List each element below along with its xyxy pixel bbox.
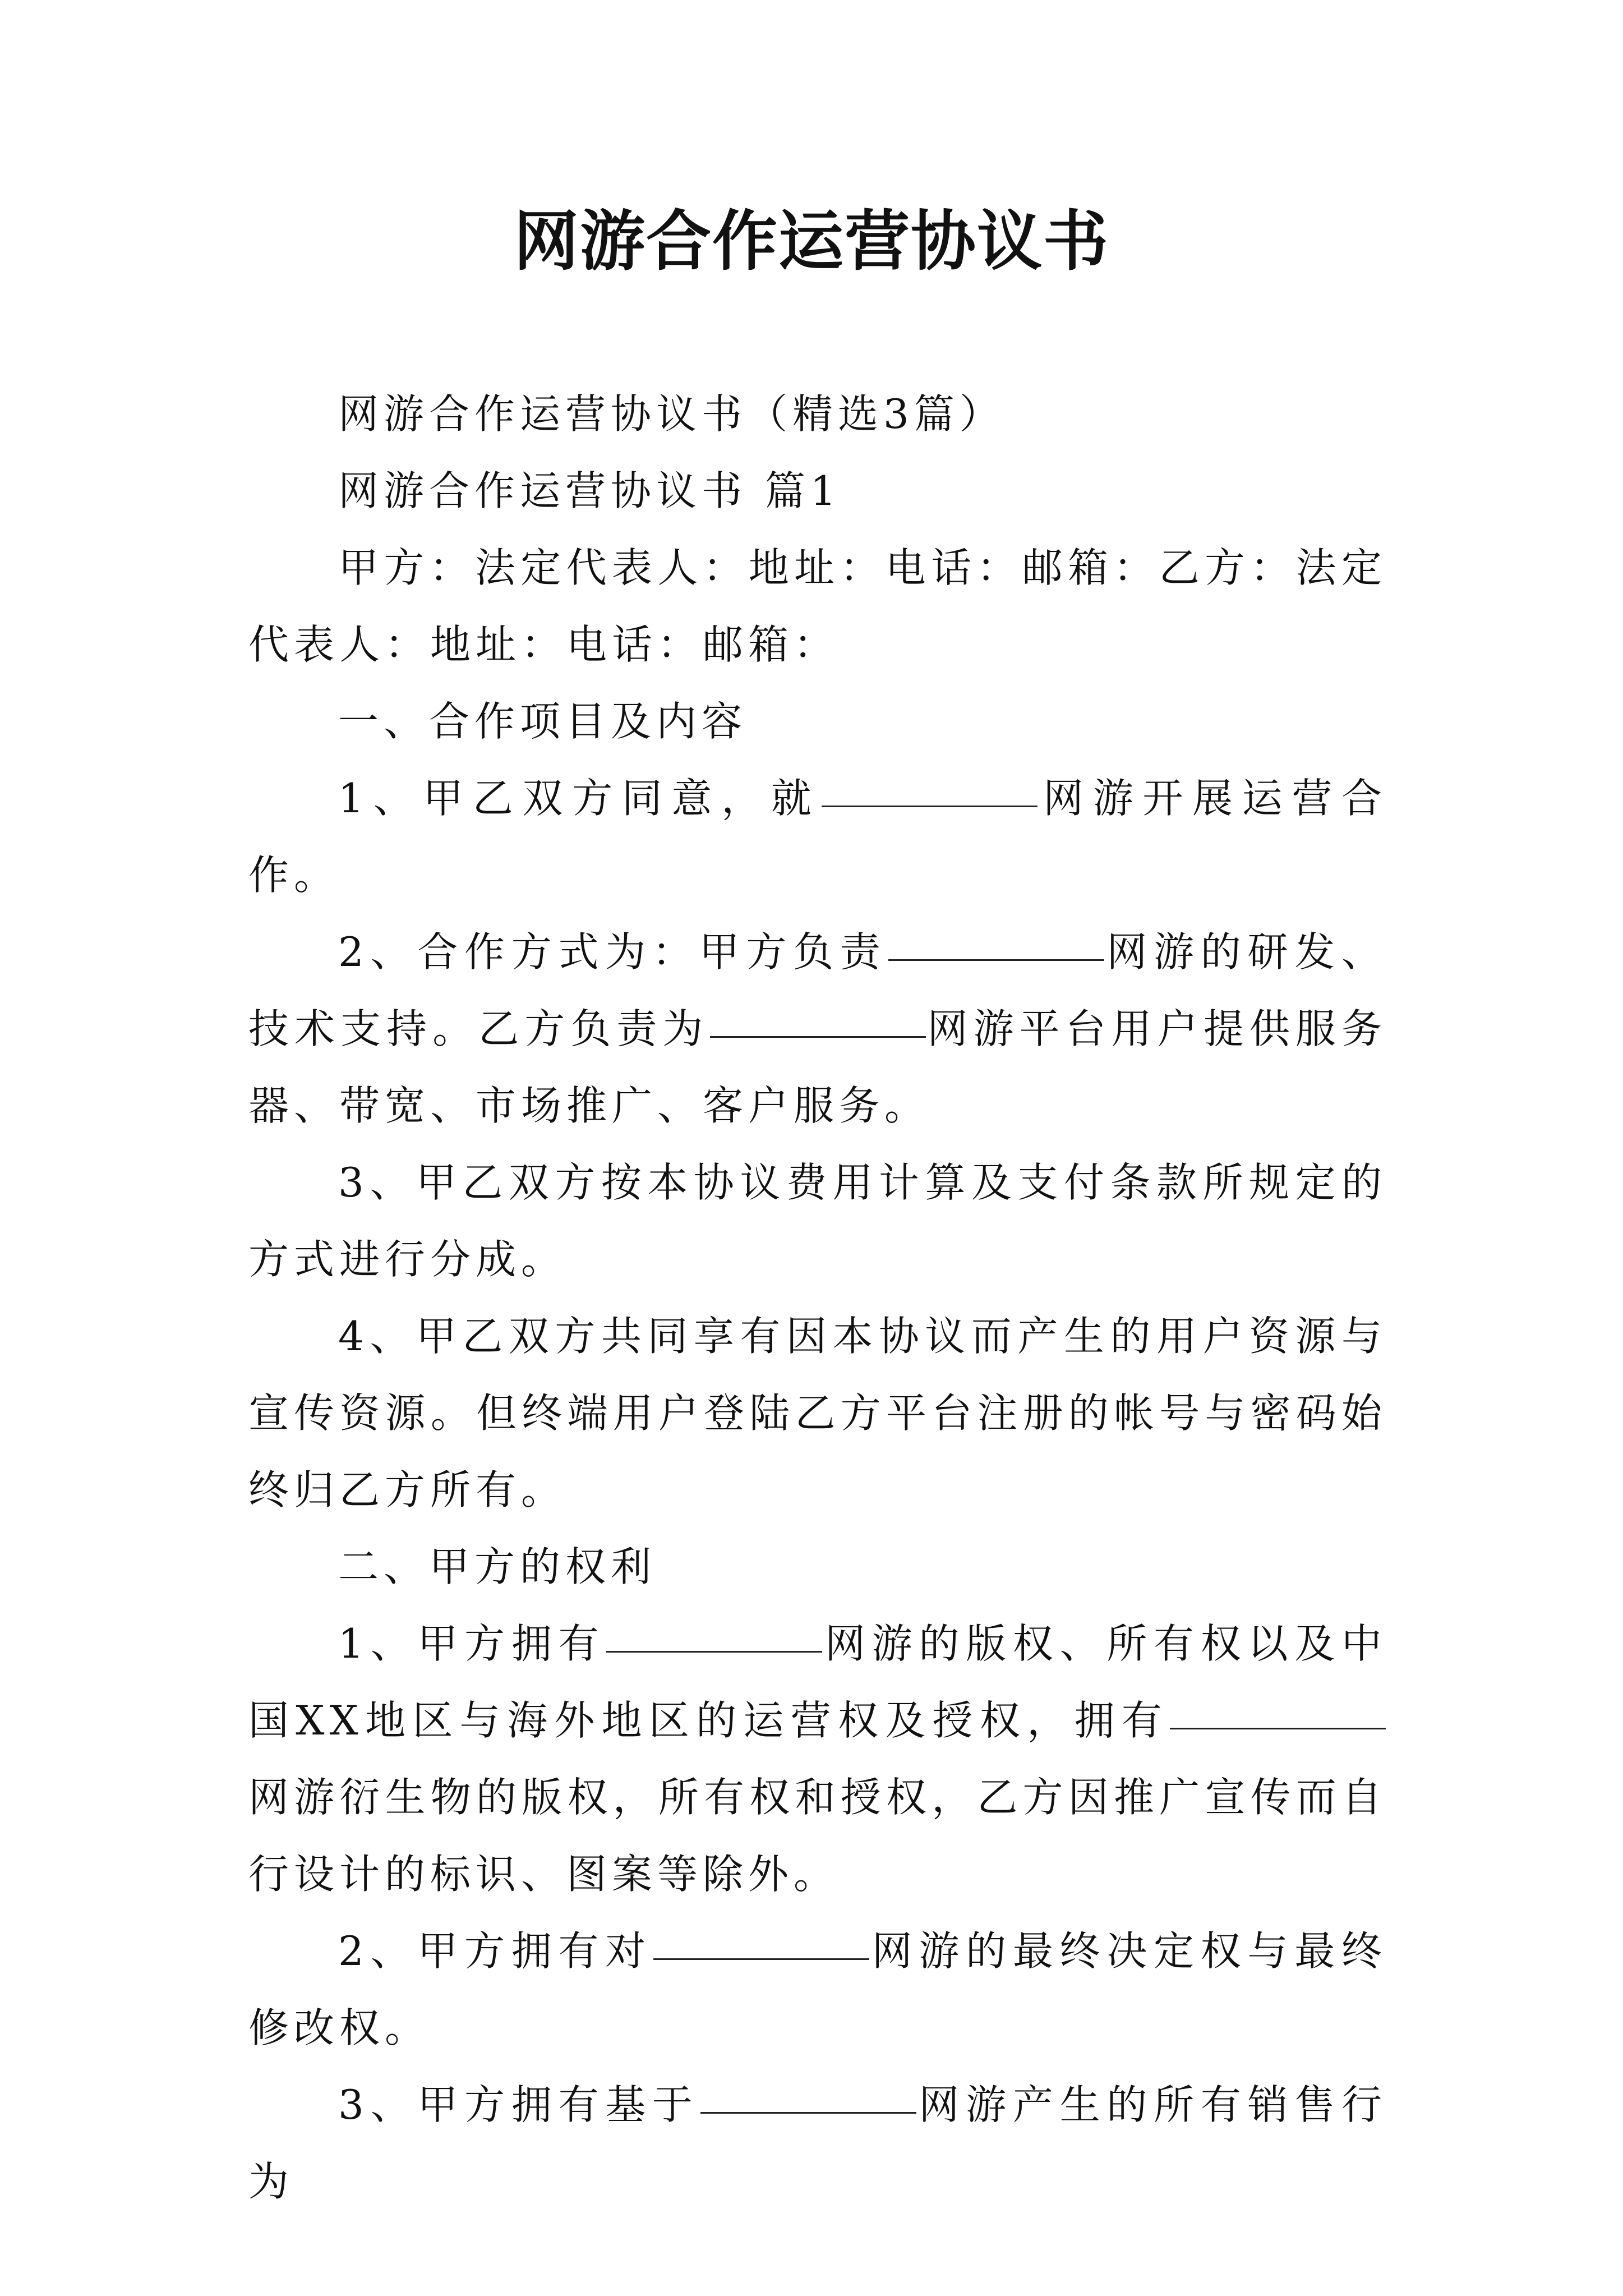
- fill-in-blank: [888, 959, 1104, 961]
- section-heading: 网游合作运营协议书 篇1: [338, 467, 841, 514]
- fill-in-blank: [606, 1650, 822, 1653]
- fill-in-blank: [700, 2111, 916, 2114]
- fill-in-blank: [653, 1958, 869, 1960]
- clause-2-2-text-b: 网游的最终决定权与最终修改权。: [248, 1927, 1387, 2051]
- clause-1-1: [248, 760, 1387, 914]
- heading-cooperation-content: 一、合作项目及内容: [338, 698, 748, 745]
- document-body: [248, 376, 1387, 2220]
- fill-in-blank: [710, 1036, 926, 1038]
- clause-2-1: [248, 1605, 1387, 1913]
- document-title: 网游合作运营协议书: [514, 203, 1109, 279]
- clause-1-2-text-b: 网游的研发、技术支持。乙方负责为: [248, 928, 1387, 1052]
- fill-in-blank: [1170, 1727, 1386, 1729]
- clause-2-2: [248, 1913, 1387, 2067]
- clause-2-3: [248, 2067, 1387, 2220]
- clause-2-1-text-c: 网游衍生物的版权，所有权和授权，乙方因推广宣传而自行设计的标识、图案等除外。: [248, 1774, 1387, 1898]
- clause-1-2-text-a: 2、合作方式为：甲方负责: [338, 928, 887, 976]
- clause-2-1-text-b: 网游的版权、所有权以及中国XX地区与海外地区的运营权及授权，拥有: [248, 1620, 1387, 1744]
- clause-1-2-text-c: 网游平台用户提供服务器、带宽、市场推广、客户服务。: [248, 1005, 1387, 1129]
- heading-party-a-rights: 二、甲方的权利: [338, 1543, 657, 1590]
- clause-2-1-text-a: 1、甲方拥有: [338, 1620, 606, 1667]
- clause-1-3: 3、甲乙双方按本协议费用计算及支付条款所规定的方式进行分成。: [248, 1159, 1387, 1283]
- clause-2-3-text-b: 网游产生的所有销售行为: [248, 2081, 1387, 2205]
- clause-1-1-text-b: 网游开展运营合作。: [248, 775, 1387, 899]
- clause-1-2: [248, 914, 1387, 1144]
- clause-1-4: 4、甲乙双方共同享有因本协议而产生的用户资源与宣传资源。但终端用户登陆乙方平台注册的帐号与密码始终归乙方所有。: [248, 1313, 1387, 1513]
- clause-2-2-text-a: 2、甲方拥有对: [338, 1927, 652, 1975]
- fill-in-blank: [822, 805, 1038, 807]
- parties-paragraph: 甲方：法定代表人：地址：电话：邮箱：乙方：法定代表人：地址：电话：邮箱：: [248, 544, 1387, 668]
- clause-1-1-text-a: 1、甲乙双方同意，就: [338, 775, 821, 822]
- document-subtitle: 网游合作运营协议书（精选3篇）: [338, 390, 1005, 438]
- clause-2-3-text-a: 3、甲方拥有基于: [338, 2081, 699, 2128]
